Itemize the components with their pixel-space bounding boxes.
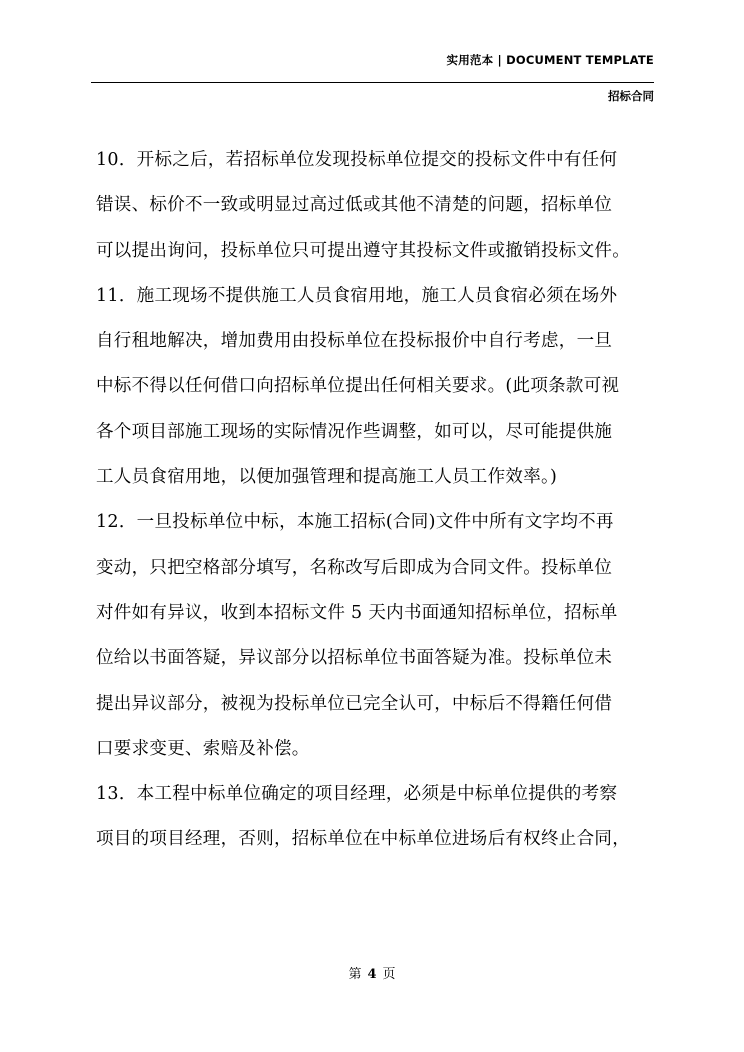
body-line: 11．施工现场不提供施工人员食宿用地，施工人员食宿必须在场外 (96, 285, 618, 306)
body-line: 可以提出询问，投标单位只可提出遵守其投标文件或撤销投标文件。 (96, 240, 630, 261)
header-divider (91, 82, 654, 83)
body-line: 13．本工程中标单位确定的项目经理，必须是中标单位提供的考察 (96, 784, 618, 805)
body-line: 变动，只把空格部分填写，名称改写后即成为合同文件。投标单位 (96, 557, 613, 578)
body-line: 项目的项目经理，否则，招标单位在中标单位进场后有权终止合同， (96, 829, 630, 850)
body-line: 工人员食宿用地，以便加强管理和提高施工人员工作效率。) (96, 467, 558, 488)
body-line: 自行租地解决，增加费用由投标单位在投标报价中自行考虑，一旦 (96, 331, 613, 352)
body-line: 对件如有异议，收到本招标文件 5 天内书面通知招标单位，招标单 (96, 602, 618, 623)
body-line: 口要求变更、索赔及补偿。 (96, 738, 310, 759)
footer-suffix: 页 (382, 967, 396, 982)
header-title: 实用范本 | DOCUMENT TEMPLATE (446, 53, 654, 67)
body-line: 提出异议部分，被视为投标单位已完全认可，中标后不得籍任何借 (96, 693, 613, 714)
page-number: 4 (367, 967, 377, 982)
page-footer (0, 963, 744, 982)
document-body (96, 138, 658, 863)
body-line: 10．开标之后，若招标单位发现投标单位提交的投标文件中有任何 (96, 150, 618, 170)
body-line: 中标不得以任何借口向招标单位提出任何相关要求。(此项条款可视 (96, 376, 620, 397)
header-subtitle: 招标合同 (608, 89, 654, 103)
footer-prefix: 第 (348, 967, 362, 982)
body-line: 错误、标价不一致或明显过高过低或其他不清楚的问题，招标单位 (96, 195, 613, 216)
body-line: 位给以书面答疑，异议部分以招标单位书面答疑为准。投标单位未 (96, 648, 613, 669)
body-line: 各个项目部施工现场的实际情况作些调整，如可以，尽可能提供施 (96, 421, 613, 442)
body-line: 12．一旦投标单位中标，本施工招标(合同)文件中所有文字均不再 (96, 512, 614, 533)
